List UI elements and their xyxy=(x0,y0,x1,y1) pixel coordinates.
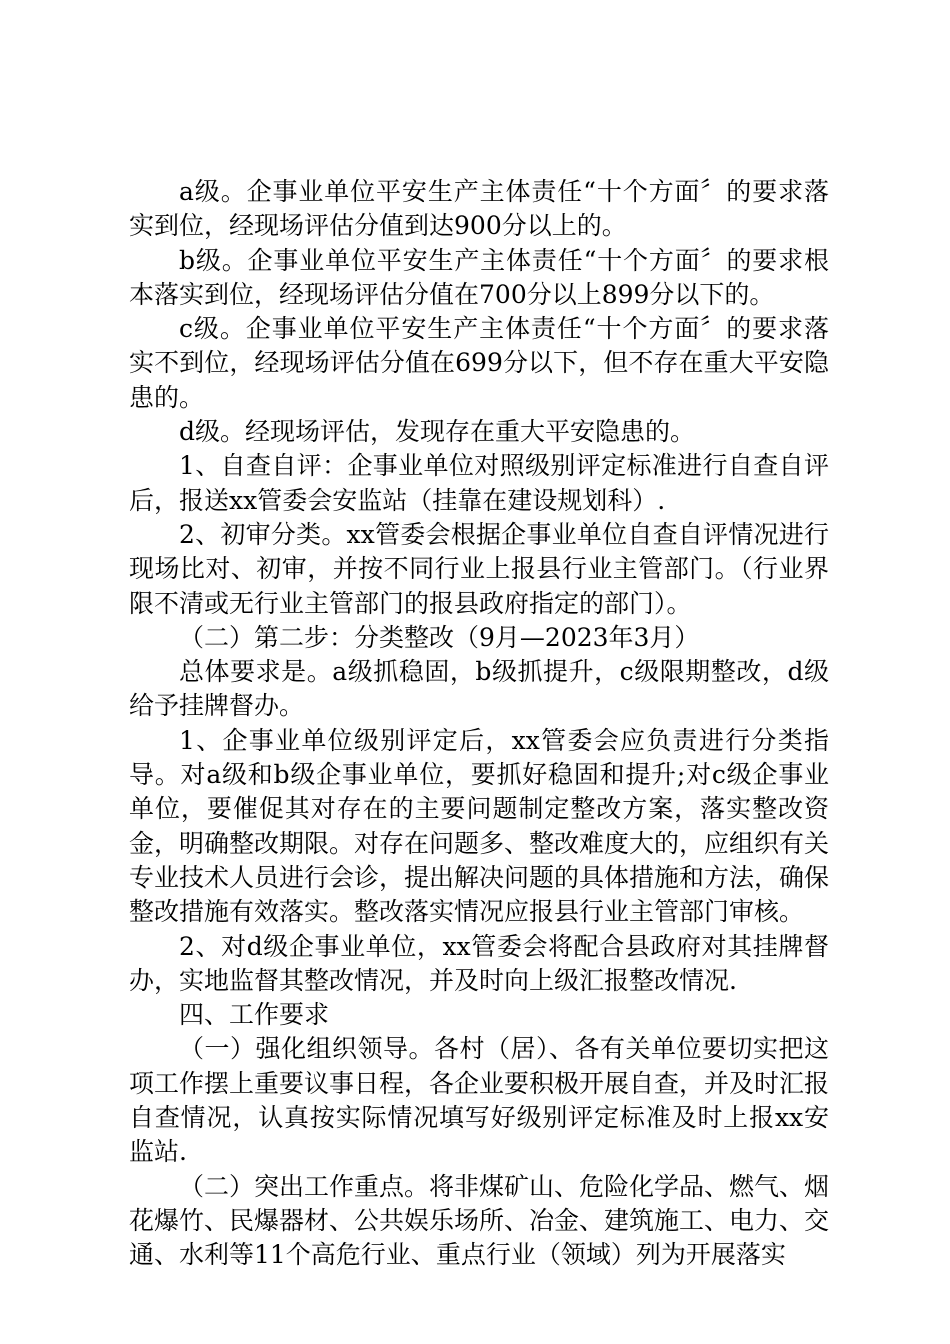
paragraph-level-d: d级。经现场评估，发现存在重大平安隐患的。 xyxy=(179,417,696,447)
paragraph-self-check: 1、自查自评：企事业单位对照级别评定标准进行自查自评后，报送xx管委会安监站（挂靠在建设规划科）. xyxy=(129,451,829,515)
paragraph-level-d-supervision: 2、对d级企事业单位，xx管委会将配合县政府对其挂牌督办，实地监督其整改情况，并及时向上级汇报整改情况. xyxy=(129,931,829,995)
section-heading-work-requirements: 四、工作要求 xyxy=(179,1000,330,1030)
paragraph-level-b: b级。企事业单位平安生产主体责任“十个方面〞的要求根本落实到位，经现场评估分值在700分以上899分以下的。 xyxy=(129,245,829,309)
section-heading-step-two: （二）第二步：分类整改（9月—2023年3月） xyxy=(179,622,700,652)
paragraph-strengthen-leadership: （一）强化组织领导。各村（居）、各有关单位要切实把这项工作摆上重要议事日程，各企业要积极开展自查，并及时汇报自查情况，认真按实际情况填写好级别评定标准及时上报xx安监站. xyxy=(129,1034,830,1167)
document-body xyxy=(129,175,829,1273)
paragraph-level-a: a级。企事业单位平安生产主体责任“十个方面〞的要求落实到位，经现场评估分值到达900分以上的。 xyxy=(129,177,829,241)
paragraph-level-c: c级。企事业单位平安生产主体责任“十个方面〞的要求落实不到位，经现场评估分值在699分以下，但不存在重大平安隐患的。 xyxy=(129,314,829,412)
paragraph-key-focus: （二）突出工作重点。将非煤矿山、危险化学品、燃气、烟花爆竹、民爆器材、公共娱乐场所、冶金、建筑施工、电力、交通、水利等11个高危行业、重点行业（领域）列为开展落实 xyxy=(129,1171,830,1270)
paragraph-overall-requirements: 总体要求是。a级抓稳固，b级抓提升，c级限期整改，d级给予挂牌督办。 xyxy=(129,657,829,721)
paragraph-classification-guidance: 1、企事业单位级别评定后，xx管委会应负责进行分类指导。对a级和b级企事业单位，要抓好稳固和提升;对c级企事业单位，要催促其对存在的主要问题制定整改方案，落实整改资金，明确整改期限。对存在问题多、整改难度大的，应组织有关专业技术人员进行会诊，提出解决问题的具体措施和方法，确保整改措施有效落实。整改落实情况应报县行业主管部门审核。 xyxy=(129,725,830,927)
paragraph-initial-review: 2、初审分类。xx管委会根据企事业单位自查自评情况进行现场比对、初审，并按不同行业上报县行业主管部门。（行业界限不清或无行业主管部门的报县政府指定的部门）。 xyxy=(129,519,829,618)
